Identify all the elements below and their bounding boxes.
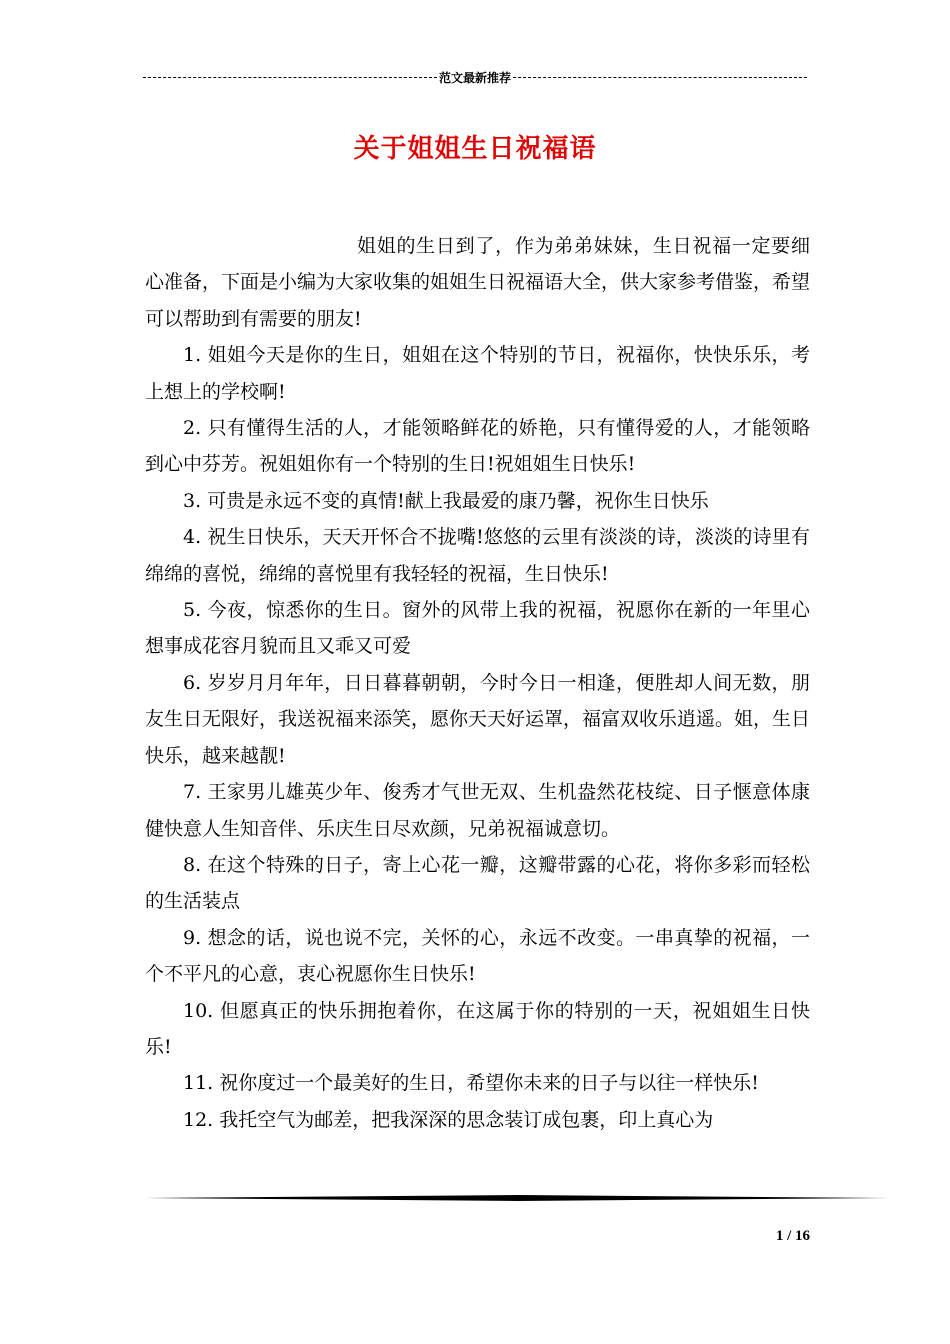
document-title: 关于姐姐生日祝福语 bbox=[353, 134, 597, 164]
list-item: 2. 只有懂得生活的人，才能领略鲜花的娇艳，只有懂得爱的人，才能领略到心中芬芳。祝姐姐你有一个特别的生日!祝姐姐生日快乐! bbox=[145, 417, 810, 476]
list-item: 5. 今夜，惊悉你的生日。窗外的风带上我的祝福，祝愿你在新的一年里心想事成花容月貌而且又乖又可爱 bbox=[145, 599, 810, 658]
intro-paragraph: 姐姐的生日到了，作为弟弟妹妹，生日祝福一定要细心准备，下面是小编为大家收集的姐姐生日祝福语大全，供大家参考借鉴，希望可以帮助到有需要的朋友! bbox=[145, 235, 811, 330]
list-item: 8. 在这个特殊的日子，寄上心花一瓣，这瓣带露的心花，将你多彩而轻松的生活装点 bbox=[145, 853, 810, 913]
list-item: 7. 王家男儿雄英少年、俊秀才气世无双、生机盎然花枝绽、日子惬意体康健快意人生知音伴、乐庆生日尽欢颜，兄弟祝福诚意切。 bbox=[145, 781, 810, 840]
list-item: 10. 但愿真正的快乐拥抱着你，在这属于你的特别的一天，祝姐姐生日快乐! bbox=[145, 999, 810, 1058]
list-item: 3. 可贵是永远不变的真情!献上我最爱的康乃馨，祝你生日快乐 bbox=[183, 489, 709, 512]
header-label: 范文最新推荐 bbox=[439, 70, 512, 85]
header-dashes-right bbox=[513, 77, 807, 78]
page-header bbox=[143, 66, 807, 88]
document-body bbox=[145, 228, 810, 1138]
footer-rule bbox=[145, 1195, 889, 1201]
list-item: 9. 想念的话，说也说不完，关怀的心，永远不改变。一串真挚的祝福，一个不平凡的心意，衷心祝愿你生日快乐! bbox=[145, 926, 810, 986]
list-item: 12. 我托空气为邮差，把我深深的思念装订成包裹，印上真心为 bbox=[183, 1108, 714, 1131]
page-number: 1 / 16 bbox=[775, 1228, 810, 1244]
list-item: 4. 祝生日快乐，天天开怀合不拢嘴!悠悠的云里有淡淡的诗，淡淡的诗里有绵绵的喜悦，绵绵的喜悦里有我轻轻的祝福，生日快乐! bbox=[145, 526, 810, 585]
header-dashes-left bbox=[143, 77, 437, 78]
list-item: 6. 岁岁月月年年，日日暮暮朝朝，今时今日一相逢，便胜却人间无数，朋友生日无限好，我送祝福来添笑，愿你天天好运罩，福富双收乐逍遥。姐，生日快乐，越来越靓! bbox=[145, 671, 811, 767]
list-item: 1. 姐姐今天是你的生日，姐姐在这个特别的节日，祝福你，快快乐乐，考上想上的学校啊! bbox=[145, 344, 810, 403]
list-item: 11. 祝你度过一个最美好的生日，希望你未来的日子与以往一样快乐! bbox=[183, 1072, 759, 1095]
